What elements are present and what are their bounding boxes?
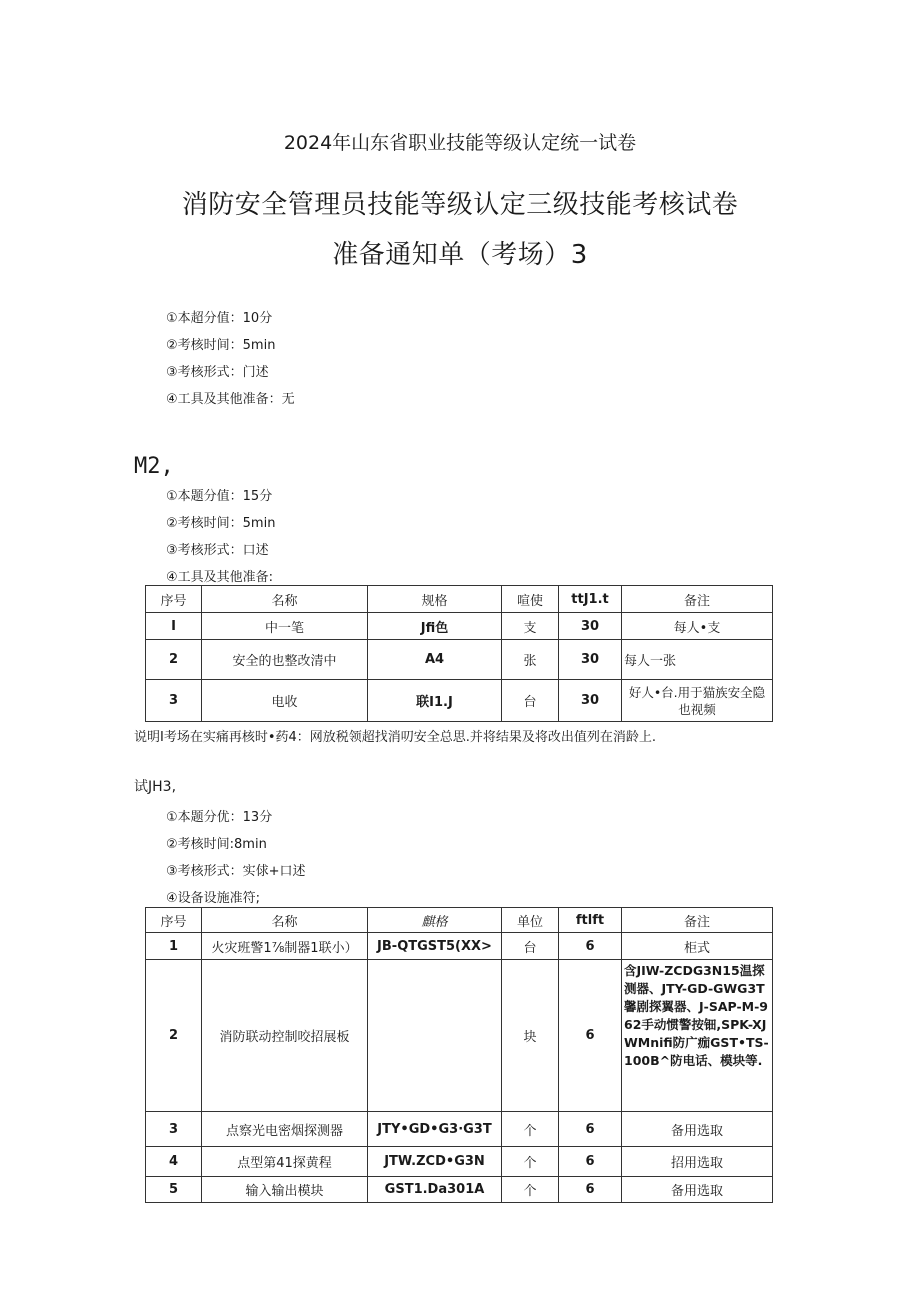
cell-quantity: 6 bbox=[559, 1147, 622, 1177]
table-row bbox=[146, 1112, 773, 1147]
section3-item: ②考核时间:8min bbox=[166, 837, 267, 852]
section2-item: ③考核形式：口述 bbox=[166, 543, 269, 558]
cell-index: 3 bbox=[146, 680, 202, 722]
table-header-row bbox=[146, 586, 773, 613]
cell-remark: 备用选取 bbox=[622, 1177, 773, 1203]
col-header-name: 名称 bbox=[202, 908, 368, 933]
section2-item: ①本题分值：15分 bbox=[166, 489, 273, 504]
col-header-index: 序号 bbox=[146, 908, 202, 933]
section2-note: 说明I考场在实痛再核时•药4：网放税领超找消叨安全总思.并将结果及将改出值列在消龄上. bbox=[134, 730, 657, 745]
col-header-spec: 规格 bbox=[368, 586, 502, 613]
tools-table bbox=[145, 585, 773, 722]
exam-title: 消防安全管理员技能等级认定三级技能考核试卷 bbox=[181, 190, 739, 220]
table-row bbox=[146, 960, 773, 1112]
cell-quantity: 30 bbox=[559, 640, 622, 680]
col-header-quantity: ftlft bbox=[559, 908, 622, 933]
col-header-name: 名称 bbox=[202, 586, 368, 613]
cell-unit: 支 bbox=[502, 613, 559, 640]
cell-index: I bbox=[146, 613, 202, 640]
cell-quantity: 6 bbox=[559, 1112, 622, 1147]
notice-title: 准备通知单（考场）3 bbox=[332, 240, 588, 270]
table-row bbox=[146, 1147, 773, 1177]
table-row bbox=[146, 1177, 773, 1203]
cell-unit: 个 bbox=[502, 1112, 559, 1147]
cell-spec bbox=[368, 960, 502, 1112]
section3-item: ④设备设施准符; bbox=[166, 891, 261, 906]
cell-remark: 柜式 bbox=[622, 933, 773, 960]
cell-name: 安全的也整改清中 bbox=[202, 640, 368, 680]
cell-name: 火灾班警1⅞制器1联小） bbox=[202, 933, 368, 960]
cell-quantity: 6 bbox=[559, 933, 622, 960]
cell-quantity: 30 bbox=[559, 613, 622, 640]
section1-item: ④工具及其他准备：无 bbox=[166, 392, 295, 407]
section2-item: ④工具及其他准备: bbox=[166, 570, 274, 585]
table-row bbox=[146, 613, 773, 640]
col-header-index: 序号 bbox=[146, 586, 202, 613]
table-row bbox=[146, 933, 773, 960]
cell-name: 点型第41探黄程 bbox=[202, 1147, 368, 1177]
section2-heading: M2, bbox=[134, 454, 174, 479]
col-header-quantity: ttJ1.t bbox=[559, 586, 622, 613]
cell-name: 消防联动控制咬招展板 bbox=[202, 960, 368, 1112]
cell-index: 5 bbox=[146, 1177, 202, 1203]
cell-spec: JTY•GD•G3·G3T bbox=[368, 1112, 502, 1147]
cell-name: 输入输出模块 bbox=[202, 1177, 368, 1203]
cell-quantity: 6 bbox=[559, 960, 622, 1112]
cell-spec: A4 bbox=[368, 640, 502, 680]
col-header-remark: 备注 bbox=[622, 586, 773, 613]
cell-index: 3 bbox=[146, 1112, 202, 1147]
section1-item: ③考核形式：门述 bbox=[166, 365, 269, 380]
cell-index: 2 bbox=[146, 960, 202, 1112]
cell-name: 点察光电密烟探测器 bbox=[202, 1112, 368, 1147]
section1-item: ②考核时间：5min bbox=[166, 338, 276, 353]
cell-unit: 张 bbox=[502, 640, 559, 680]
cell-name: 电收 bbox=[202, 680, 368, 722]
cell-quantity: 30 bbox=[559, 680, 622, 722]
cell-spec: 联I1.J bbox=[368, 680, 502, 722]
cell-quantity: 6 bbox=[559, 1177, 622, 1203]
table-row bbox=[146, 680, 773, 722]
section1-item: ①本超分值：10分 bbox=[166, 311, 273, 326]
cell-remark: 招用选取 bbox=[622, 1147, 773, 1177]
section3-heading: 试JH3, bbox=[134, 779, 177, 795]
cell-name: 中一笔 bbox=[202, 613, 368, 640]
cell-unit: 台 bbox=[502, 680, 559, 722]
cell-remark: 备用选取 bbox=[622, 1112, 773, 1147]
cell-spec: JB-QTGST5(XX> bbox=[368, 933, 502, 960]
cell-spec: GST1.Da301A bbox=[368, 1177, 502, 1203]
cell-index: 1 bbox=[146, 933, 202, 960]
cell-remark: 含JIW-ZCDG3N15温探测器、JTY-GD-GWG3T馨剧探翼器、J-SAP-M-962手动惯警按钿,SPK-XJWMnifi防广痂GST•TS-100B^防电话、模块等. bbox=[622, 960, 773, 1112]
cell-remark: 每人•支 bbox=[622, 613, 773, 640]
cell-index: 2 bbox=[146, 640, 202, 680]
col-header-unit: 单位 bbox=[502, 908, 559, 933]
cell-unit: 台 bbox=[502, 933, 559, 960]
col-header-spec: 麒格 bbox=[368, 908, 502, 933]
cell-index: 4 bbox=[146, 1147, 202, 1177]
table-header-row bbox=[146, 908, 773, 933]
section2-item: ②考核时间：5min bbox=[166, 516, 276, 531]
exam-series-title: 2024年山东省职业技能等级认定统一试卷 bbox=[283, 132, 637, 154]
col-header-unit: 喧使 bbox=[502, 586, 559, 613]
table-row bbox=[146, 640, 773, 680]
cell-remark: 好人•台.用于猫族安全隐也视频 bbox=[622, 680, 773, 722]
col-header-remark: 备注 bbox=[622, 908, 773, 933]
cell-remark: 每人一张 bbox=[622, 640, 773, 680]
cell-unit: 个 bbox=[502, 1147, 559, 1177]
cell-spec: JTW.ZCD•G3N bbox=[368, 1147, 502, 1177]
cell-spec: Jfi色 bbox=[368, 613, 502, 640]
section3-item: ①本题分优：13分 bbox=[166, 810, 273, 825]
cell-unit: 个 bbox=[502, 1177, 559, 1203]
section3-item: ③考核形式：实俅+口述 bbox=[166, 864, 306, 879]
cell-unit: 块 bbox=[502, 960, 559, 1112]
equipment-table bbox=[145, 907, 773, 1203]
